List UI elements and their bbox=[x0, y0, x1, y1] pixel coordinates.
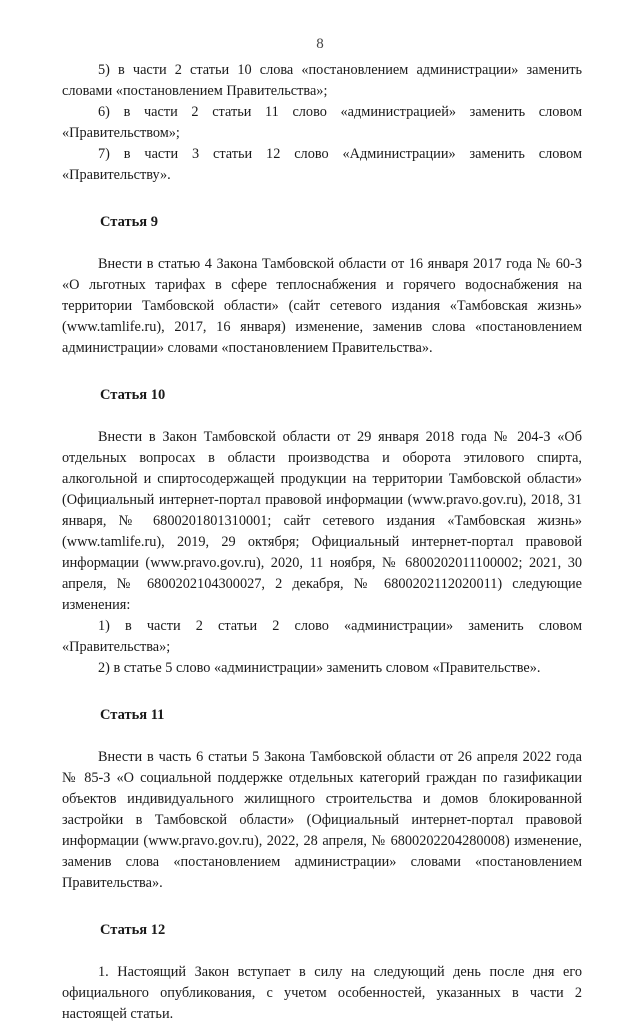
document-body bbox=[62, 60, 582, 1025]
article-11-paragraph: Внести в часть 6 статьи 5 Закона Тамбовской области от 26 апреля 2022 года № 85-З «О социальной поддержке отдельных категорий граждан по газификации объектов индивидуального жилищного строительства и домов блокированной застройки в Тамбовской области» (Официальный интернет-портал правовой информации (www.pravo.gov.ru), 2022, 28 апреля, № 6800202204280008) изменение, заменив слова «постановлением администрации» словами «постановлением Правительства». bbox=[62, 749, 582, 891]
article-9-paragraph: Внести в статью 4 Закона Тамбовской области от 16 января 2017 года № 60-З «О льготных тарифах в сфере теплоснабжения и горячего водоснабжения на территории Тамбовской области» (сайт сетевого издания «Тамбовская жизнь» (www.tamlife.ru), 2017, 16 января) изменение, заменив слова «постановлением администрации» словами «постановлением Правительства». bbox=[62, 256, 582, 356]
intro-item: 6) в части 2 статьи 11 слово «администрацией» заменить словом «Правительством»; bbox=[62, 104, 582, 141]
article-12-paragraph: 1. Настоящий Закон вступает в силу на следующий день после дня его официального опубликования, с учетом особенностей, указанных в части 2 настоящей статьи. bbox=[62, 964, 582, 1022]
article-9-heading: Статья 9 bbox=[100, 214, 158, 230]
intro-item: 5) в части 2 статьи 10 слова «постановлением администрации» заменить словами «постановлением Правительства»; bbox=[62, 62, 582, 99]
article-11-heading: Статья 11 bbox=[100, 707, 165, 723]
article-10-item: 1) в части 2 статьи 2 слово «администрации» заменить словом «Правительства»; bbox=[62, 618, 582, 655]
intro-item: 7) в части 3 статьи 12 слово «Администрации» заменить словом «Правительству». bbox=[62, 146, 582, 183]
article-10-paragraph: Внести в Закон Тамбовской области от 29 января 2018 года № 204-З «Об отдельных вопросах в области производства и оборота этилового спирта, алкогольной и спиртосодержащей продукции на территории Тамбовской области» (Официальный интернет-портал правовой информации (www.pravo.gov.ru), 2018, 31 января, № 6800201801310001; сайт сетевого издания «Тамбовская жизнь» (www.tamlife.ru), 2019, 29 октября; Официальный интернет-портал правовой информации (www.pravo.gov.ru), 2020, 11 ноября, № 6800202011100002; 2021, 30 апреля, № 6800202104300027, 2 декабря, № 6800202112020011) следующие изменения: bbox=[62, 429, 582, 613]
article-10-heading: Статья 10 bbox=[100, 387, 166, 403]
article-12-heading: Статья 12 bbox=[100, 922, 166, 938]
page-number: 8 bbox=[316, 36, 324, 52]
article-10-item: 2) в статье 5 слово «администрации» заменить словом «Правительстве». bbox=[98, 660, 541, 676]
